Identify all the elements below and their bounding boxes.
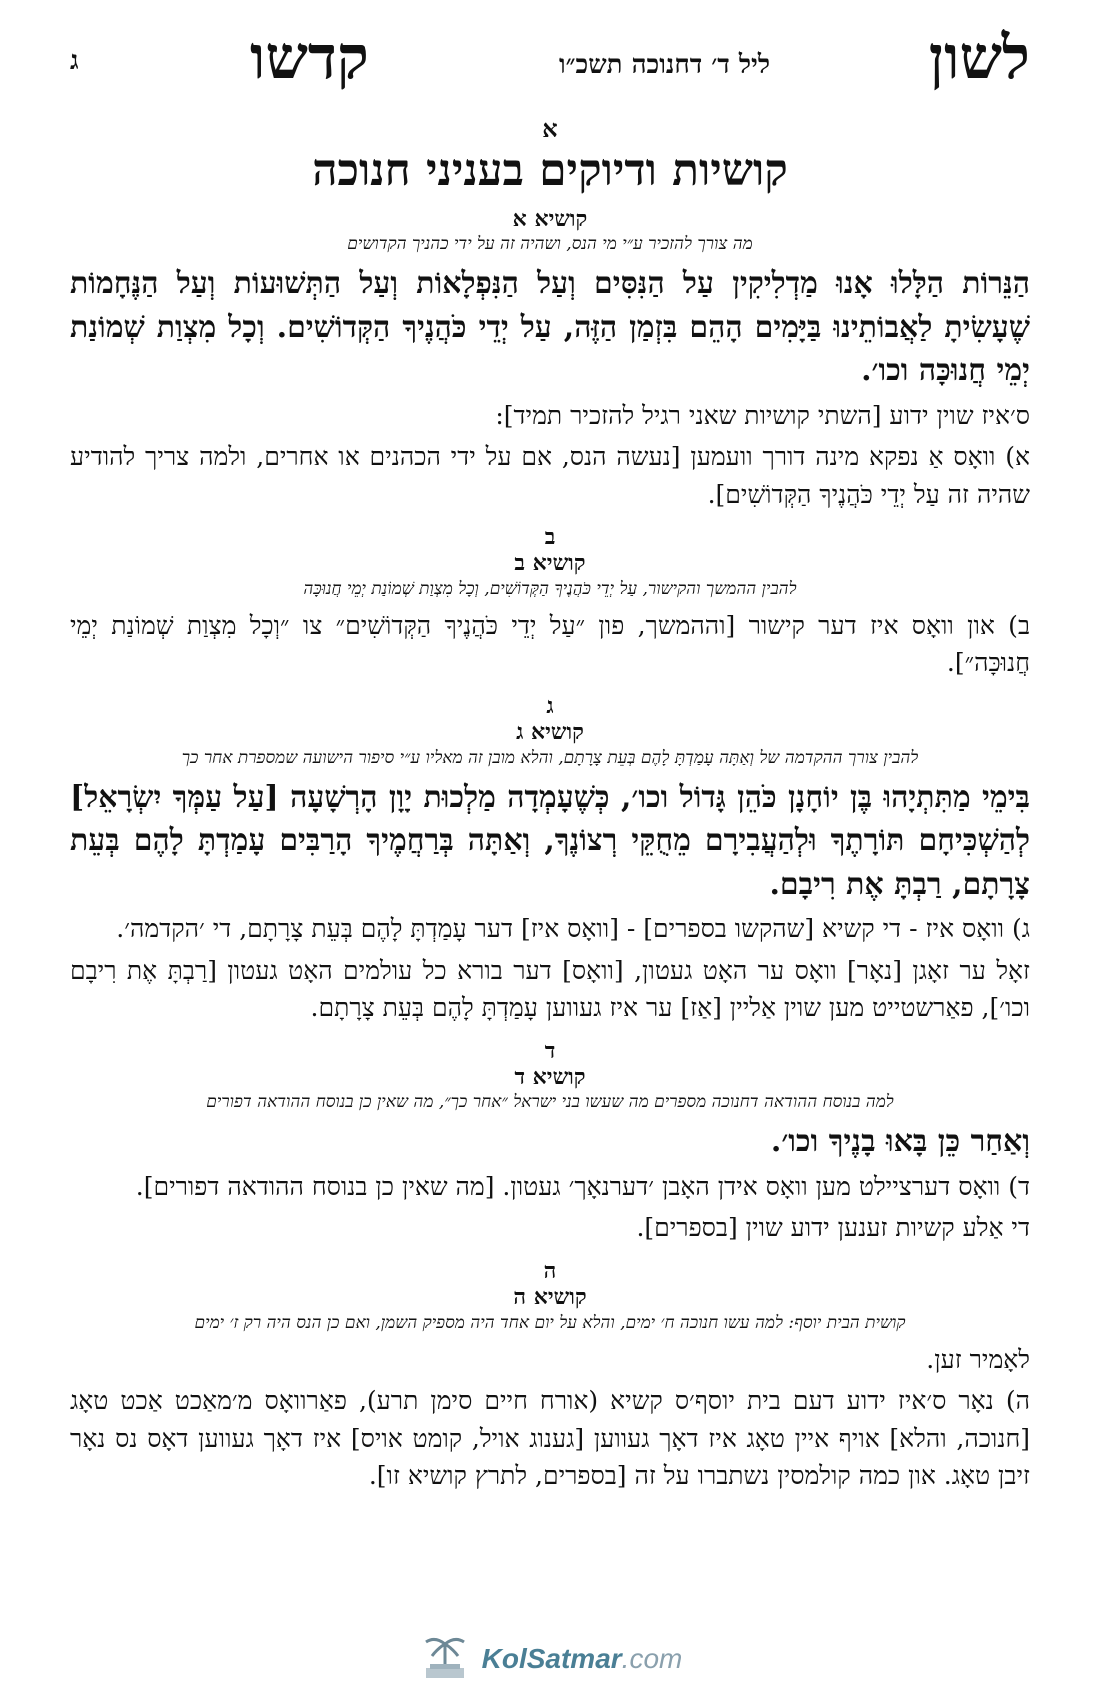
section-3 [70, 694, 1030, 1027]
section-quote: וְאַחַר כֵּן בָּאוּ בָנֶיךָ וכו׳. [770, 1124, 1030, 1160]
section-1 [70, 205, 1030, 514]
section-letter: ב [544, 524, 556, 551]
section-letter: ג [546, 692, 554, 719]
section-quote: בִּימֵי מַתִּתְיָהוּ בֶּן יוֹחָנָן כֹּהֵן גָּדוֹל וכו׳, כְּשֶׁעָמְדָה מַלְכוּת יָוָן הָרְשָׁעָה [עַל עַמְּךָ יִשְׂרָאֵל] לְהַשְׁכִּיחָם תּוֹרָתֶךָ וּלְהַעֲבִירָם מֵחֻקֵּי רְצוֹנֶךָ, וְאַתָּה בְּרַחֲמֶיךָ הָרַבִּים עָמַדְתָּ לָהֶם בְּעֵת צָרָתָם, רַבְתָּ אֶת רִיבָם. [70, 779, 1030, 902]
body-paragraph: ס׳איז שוין ידוע [השתי קושיות שאני רגיל להזכיר תמיד]: [495, 400, 1030, 430]
main-title-letter: א [542, 114, 558, 143]
header-subtitle: ליל ד׳ דחנוכה תשכ״ו [559, 50, 770, 80]
body-paragraph: ה) נאָר ס׳איז ידוע דעם בית יוסף׳ס קשיא (אורח חיים סימן תרע), פאַרוואָס מ׳מאַכט אַכט טאָג [חנוכה, והלא] אויף איין טאָג איז דאָך געווען [גענוג אויל, קומט אויס] איז דאָך געווען דאָס נס נאָר זיבן טאָג. און כמה קולמסין נשתברו על זה [בספרים, לתרץ קושיא זו]. [70, 1386, 1030, 1490]
section-quote: הַנֵּרוֹת הַלָּלוּ אָנוּ מַדְלִיקִין עַל הַנִּסִּים וְעַל הַנִּפְלָאוֹת וְעַל הַתְּשׁוּעוֹת וְעַל הַנֶּחָמוֹת שֶׁעָשִׂיתָ לַאֲבוֹתֵינוּ בַּיָּמִים הָהֵם בִּזְמַן הַזֶּה, עַל יְדֵי כֹּהֲנֶיךָ הַקְּדוֹשִׁים. וְכָל מִצְוַת שְׁמוֹנַת יְמֵי חֲנוּכָּה וכו׳. [70, 266, 1030, 389]
page-title: קושיות ודיוקים בעניני חנוכה [312, 145, 788, 196]
section-note: מה צורך להזכיר ע״י מי הנס, ושהיה זה על ידי כהניך הקדושים [347, 234, 753, 255]
section-title: קושיא ה [513, 1283, 587, 1310]
header-brand-right: לשון [928, 23, 1030, 93]
section-title: קושיא ב [514, 550, 586, 577]
body-paragraph: לאָמיר זען. [926, 1344, 1030, 1374]
header-brand-left: קדשו [250, 23, 369, 93]
section-note: להבין צורך ההקדמה של וְאַתָּה עָמַדְתָּ לָהֶם בְּעֵת צָרָתָם, והלא מובן זה מאליו ע״י סיפור הישועה שמספרת אחר כך [181, 747, 919, 768]
logo-text: KolSatmar.com [481, 1643, 683, 1674]
section-letter: ה [543, 1257, 557, 1284]
page-footer [0, 1630, 1100, 1690]
palm-tree-book-icon [418, 1630, 472, 1688]
section-note: להבין ההמשך והקישור, עַל יְדֵי כֹּהֲנֶיךָ הַקְּדוֹשִׁים, וְכָל מִצְוַת שְׁמוֹנַת יְמֵי חֲנוּכָּה [303, 578, 797, 599]
section-note: למה בנוסח ההודאה דחנוכה מספרים מה שעשו בני ישראל ״אחר כך״, מה שאין כן בנוסח ההודאה דפורים [206, 1092, 894, 1113]
body-paragraph: ג) וואָס איז - די קשיא [שהקשו בספרים] - [וואָס איז] דער עָמַדְתָּ לָהֶם בְּעֵת צָרָתָם, די ׳הקדמה׳. [116, 914, 1030, 944]
body-paragraph: זאָל ער זאָגן [נאָר] וואָס ער האָט געטון, [וואָס] דער בורא כל עולמים האָט געטון [רַבְתָּ אֶת רִיבָם וכו׳], פאַרשטייט מען שוין אַליין [אַז] ער איז געווען עָמַדְתָּ לָהֶם בְּעֵת צָרָתָם. [70, 955, 1030, 1023]
body-paragraph: ב) און וואָס איז דער קישור [וההמשך, פון ״עַל יְדֵי כֹּהֲנֶיךָ הַקְּדוֹשִׁים״ צו ״וְכָל מִצְוַת שְׁמוֹנַת יְמֵי חֲנוּכָּה״]. [70, 610, 1030, 678]
section-title: קושיא א [512, 205, 588, 232]
page-number: ג [70, 46, 79, 76]
section-2 [70, 525, 1030, 682]
section-title: קושיא ד [514, 1063, 586, 1090]
section-4 [70, 1039, 1030, 1247]
kolsatmar-logo-link[interactable] [418, 1630, 683, 1688]
page-header [70, 23, 1030, 120]
body-paragraph: ד) וואָס דערציילט מען וואָס אידן האָבן ׳דערנאָך׳ געטון. [מה שאין כן בנוסח ההודאה דפורים]. [135, 1171, 1030, 1201]
body-paragraph: א) וואָס אַ נפקא מינה דורך וועמען [נעשה הנס, אם על ידי הכהנים או אחרים, ולמה צריך להודיע שהיה זה עַל יְדֵי כֹּהֲנֶיךָ הַקְּדוֹשִׁים]. [70, 442, 1030, 509]
section-title: קושיא ג [516, 719, 584, 746]
body-paragraph: די אַלע קשיות זענען ידוע שוין [בספרים]. [636, 1213, 1030, 1243]
section-5 [70, 1259, 1030, 1495]
section-letter: ד [544, 1037, 556, 1064]
section-note: קושית הבית יוסף: למה עשו חנוכה ח׳ ימים, והלא על יום אחד היה מספיק השמן, ואם כן הנס היה רק ז׳ ימים [194, 1312, 906, 1333]
